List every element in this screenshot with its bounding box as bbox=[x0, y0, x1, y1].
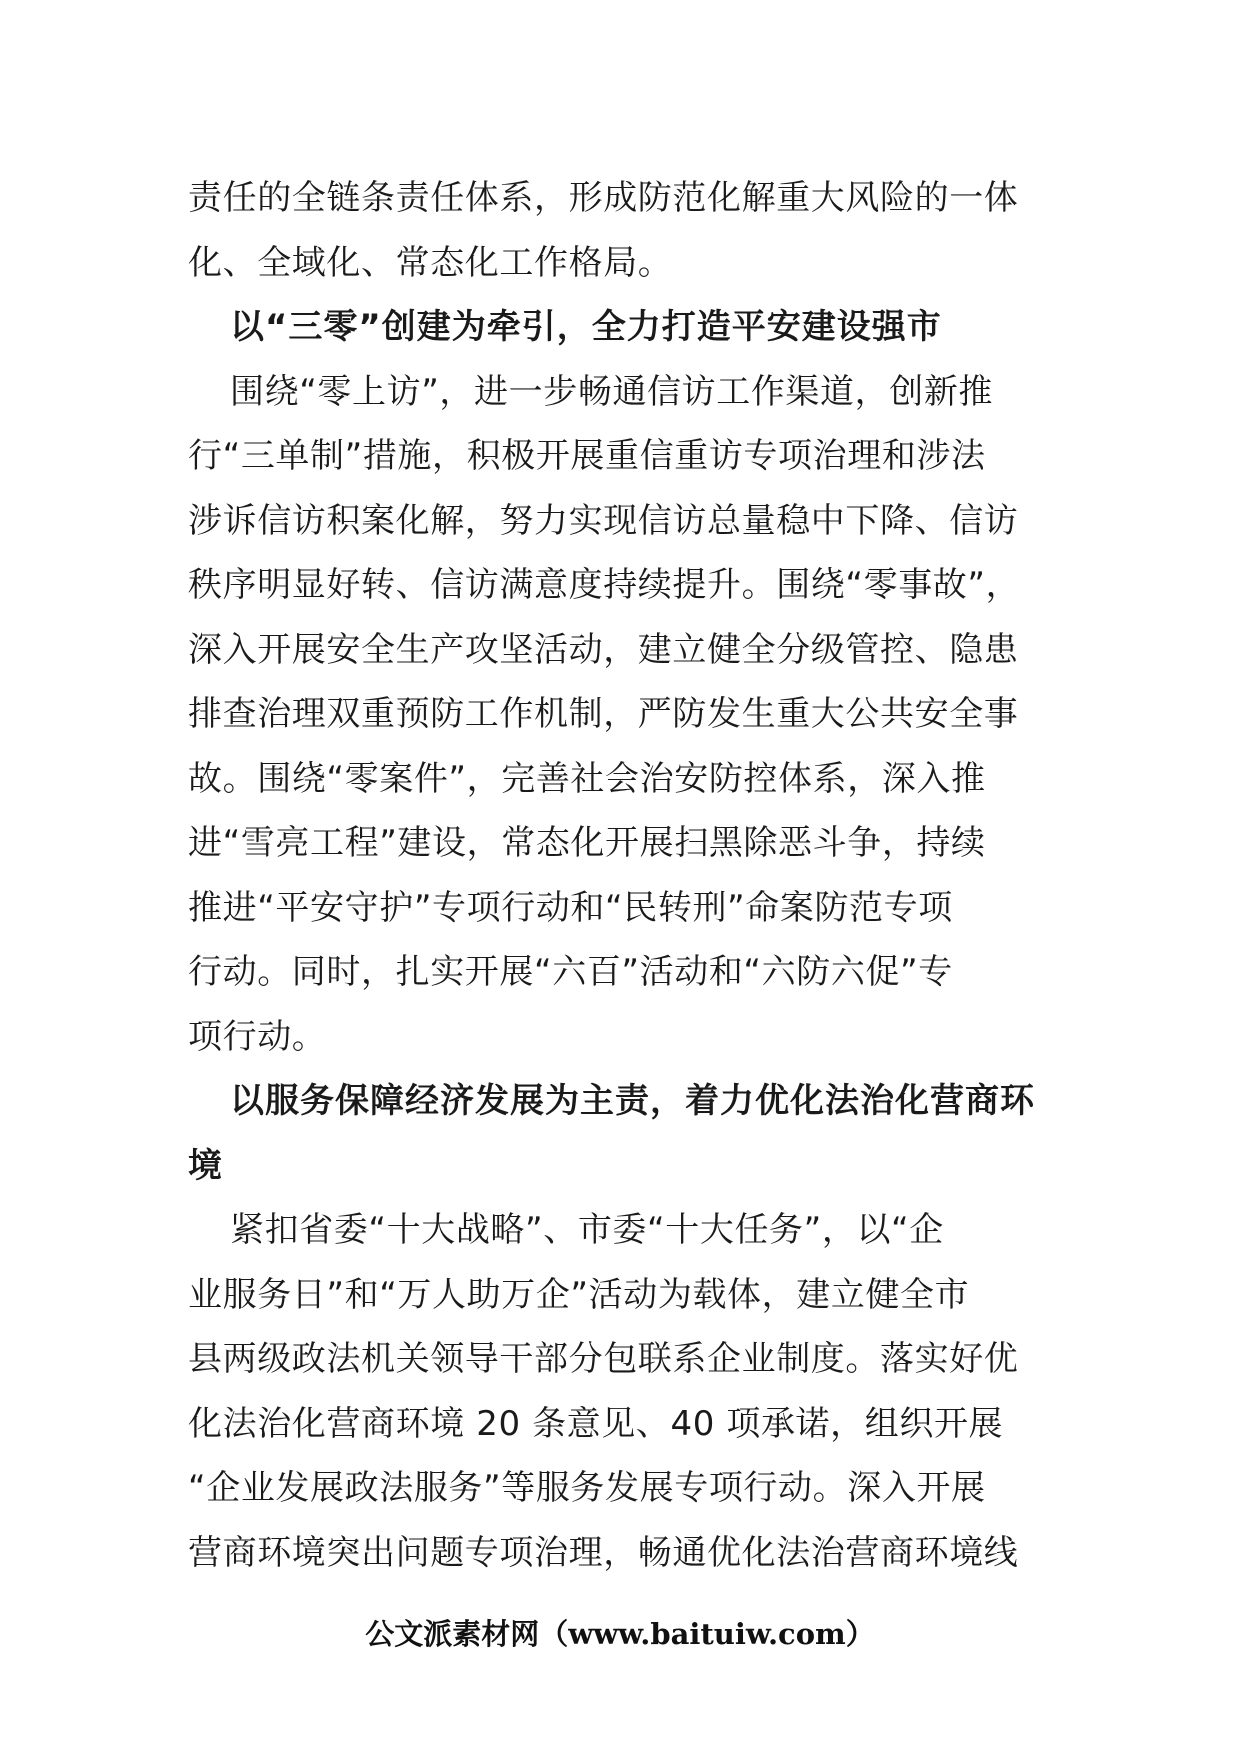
section-heading: 以服务保障经济发展为主责，着力优化法治化营商环 bbox=[230, 1081, 1035, 1121]
body-line: 行“三单制”措施，积极开展重信重访专项治理和涉法 bbox=[188, 436, 986, 476]
body-line: 县两级政法机关领导干部分包联系企业制度。落实好优 bbox=[188, 1339, 1019, 1379]
body-line: 行动。同时，扎实开展“六百”活动和“六防六促”专 bbox=[188, 952, 953, 992]
section-heading-continuation: 境 bbox=[188, 1145, 223, 1186]
body-line: 营商环境突出问题专项治理，畅通优化法治营商环境线 bbox=[188, 1532, 1019, 1573]
body-line: 进“雪亮工程”建设，常态化开展扫黑除恶斗争，持续 bbox=[188, 823, 986, 863]
footer-watermark: 公文派素材网（www.baituiw.com） bbox=[365, 1617, 875, 1651]
body-line: 业服务日”和“万人助万企”活动为载体，建立健全市 bbox=[188, 1274, 970, 1315]
body-line: 秩序明显好转、信访满意度持续提升。围绕“零事故”， bbox=[188, 565, 1021, 605]
body-line: 化法治化营商环境 20 条意见、40 项承诺，组织开展 bbox=[188, 1403, 1004, 1444]
body-line: 项行动。 bbox=[188, 1016, 327, 1057]
body-line: 故。围绕“零案件”，完善社会治安防控体系，深入推 bbox=[188, 758, 986, 799]
body-line: 排查治理双重预防工作机制，严防发生重大公共安全事 bbox=[188, 694, 1019, 734]
body-line: 推进“平安守护”专项行动和“民转刑”命案防范专项 bbox=[188, 887, 953, 928]
paragraph-first-line: 围绕“零上访”，进一步畅通信访工作渠道，创新推 bbox=[230, 371, 994, 412]
body-line: 化、全域化、常态化工作格局。 bbox=[188, 242, 673, 283]
section-heading: 以“三零”创建为牵引，全力打造平安建设强市 bbox=[230, 307, 942, 347]
body-line: 深入开展安全生产攻坚活动，建立健全分级管控、隐患 bbox=[188, 629, 1019, 670]
paragraph-first-line: 紧扣省委“十大战略”、市委“十大任务”，以“企 bbox=[230, 1210, 944, 1250]
document-body bbox=[188, 166, 1068, 1585]
body-line: “企业发展政法服务”等服务发展专项行动。深入开展 bbox=[188, 1468, 986, 1508]
body-line: 责任的全链条责任体系，形成防范化解重大风险的一体 bbox=[188, 178, 1019, 218]
body-line: 涉诉信访积案化解，努力实现信访总量稳中下降、信访 bbox=[188, 500, 1019, 541]
